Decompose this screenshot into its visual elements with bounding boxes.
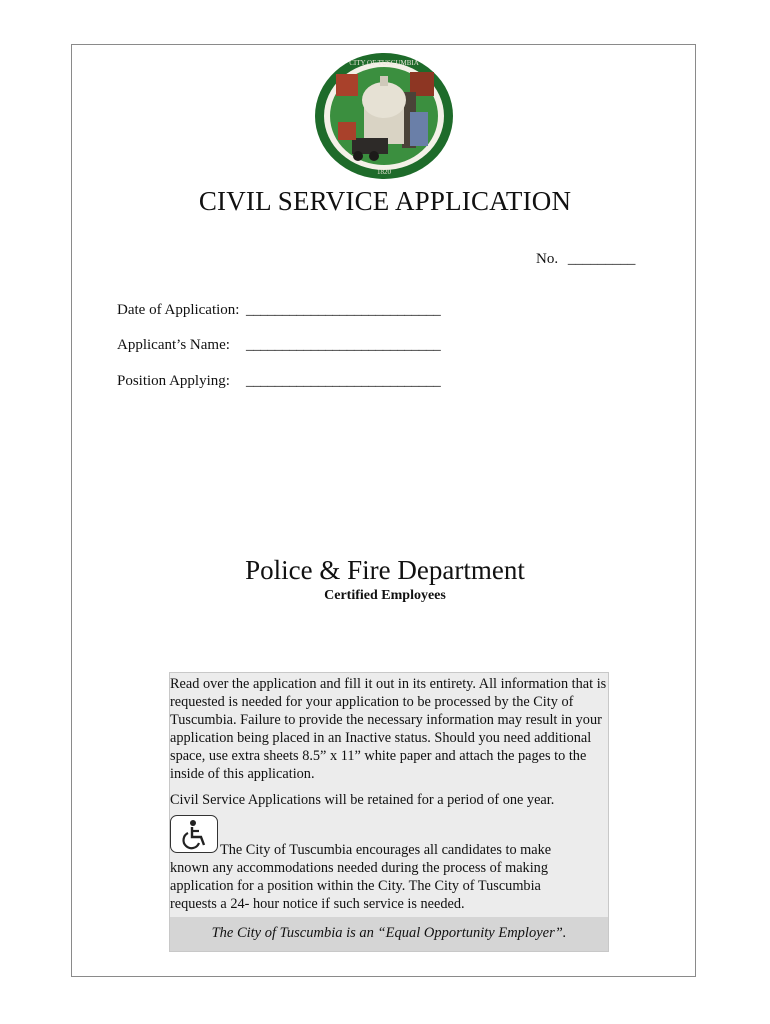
- eoe-banner: [170, 917, 608, 951]
- city-seal-logo: [314, 52, 454, 180]
- position-applying-label: Position Applying:: [117, 373, 230, 389]
- number-label: No.: [536, 251, 559, 267]
- seal-ring-text: CITY OF TUSCUMBIA: [349, 59, 419, 67]
- number-blank[interactable]: _________: [567, 251, 636, 267]
- applicant-name-field[interactable]: ___________________________: [246, 337, 441, 353]
- date-of-application-label: Date of Application:: [117, 302, 240, 318]
- applicant-name-label: Applicant’s Name:: [117, 337, 230, 353]
- retention-paragraph: Civil Service Applications will be retained for a period of one year.: [170, 792, 555, 808]
- eoe-statement: The City of Tuscumbia is an “Equal Opportunity Employer”.: [211, 925, 567, 941]
- application-number: [536, 251, 635, 268]
- instructions-box: [169, 672, 609, 952]
- application-title: CIVIL SERVICE APPLICATION: [198, 186, 572, 216]
- department-subtitle: Certified Employees: [324, 588, 446, 603]
- instructions-paragraph: Read over the application and fill it out in its entirety. All information that is requested is needed for your application to be processed by the City of Tuscumbia. Failure to provide the necessary information may result in your application being placed in an Inactive status. Should you need additional space, use extra sheets 8.5” x 11” white paper and attach the pages to the inside of this application.: [170, 676, 607, 782]
- seal-year-text: 1820: [377, 168, 391, 176]
- position-applying-field[interactable]: ___________________________: [246, 373, 441, 389]
- department-title: Police & Fire Department: [245, 555, 525, 585]
- accommodations-paragraph: The City of Tuscumbia encourages all candidates to make known any accommodations needed during the process of making application for a position within the City. The City of Tuscumbia requests a 24- hour notice if such service is needed.: [170, 842, 552, 912]
- date-of-application-field[interactable]: ___________________________: [246, 302, 441, 318]
